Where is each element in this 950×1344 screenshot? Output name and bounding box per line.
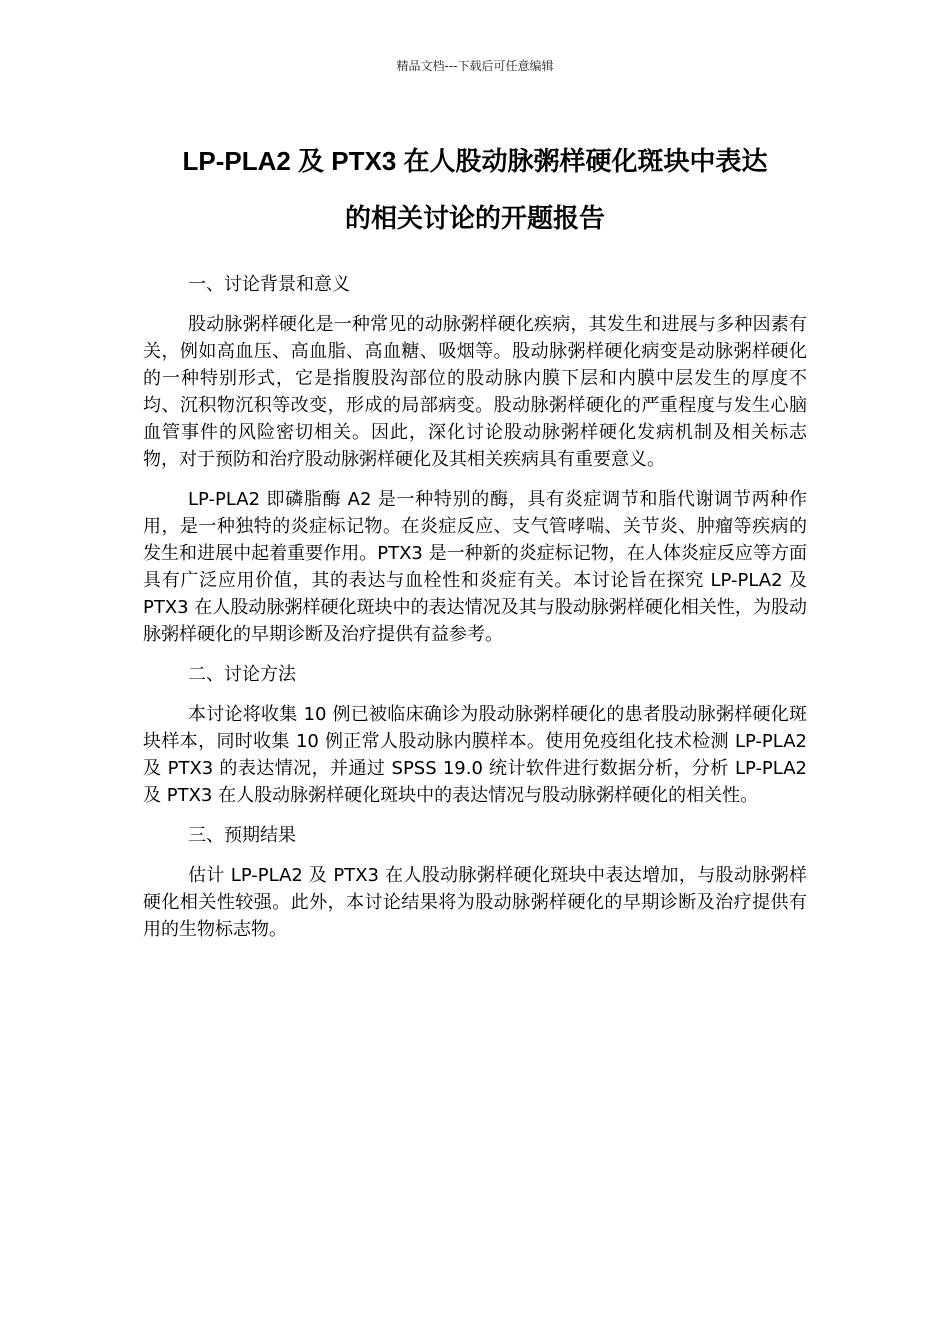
section-methods	[143, 661, 807, 809]
section-heading: 一、讨论背景和意义	[188, 274, 350, 295]
section-heading: 三、预期结果	[188, 825, 296, 846]
paragraph: 本讨论将收集 10 例已被临床确诊为股动脉粥样硬化的患者股动脉粥样硬化斑块样本，同时收集 10 例正常人股动脉内膜样本。使用免疫组化技术检测 LP-PLA2 及 PTX3 的表达情况，并通过 SPSS 19.0 统计软件进行数据分析，分析 LP-PLA2 及 PTX3 在人股动脉粥样硬化斑块中的表达情况与股动脉粥样硬化的相关性。	[143, 704, 807, 806]
section-heading: 二、讨论方法	[188, 664, 296, 685]
document-body	[143, 271, 807, 956]
paragraph: 股动脉粥样硬化是一种常见的动脉粥样硬化疾病，其发生和进展与多种因素有关，例如高血压、高血脂、高血糖、吸烟等。股动脉粥样硬化病变是动脉粥样硬化的一种特别形式，它是指腹股沟部位的股动脉内膜下层和内膜中层发生的厚度不均、沉积物沉积等改变，形成的局部病变。股动脉粥样硬化的严重程度与发生心脑血管事件的风险密切相关。因此，深化讨论股动脉粥样硬化发病机制及相关标志物，对于预防和治疗股动脉粥样硬化及其相关疾病具有重要意义。	[143, 314, 807, 470]
document-title	[143, 133, 807, 247]
title-line-1: LP-PLA2 及 PTX3 在人股动脉粥样硬化斑块中表达	[182, 146, 768, 176]
paragraph: 估计 LP-PLA2 及 PTX3 在人股动脉粥样硬化斑块中表达增加，与股动脉粥样硬化相关性较强。此外，本讨论结果将为股动脉粥样硬化的早期诊断及治疗提供有用的生物标志物。	[143, 865, 807, 940]
paragraph: LP-PLA2 即磷脂酶 A2 是一种特别的酶，具有炎症调节和脂代谢调节两种作用，是一种独特的炎症标记物。在炎症反应、支气管哮喘、关节炎、肿瘤等疾病的发生和进展中起着重要作用。PTX3 是一种新的炎症标记物，在人体炎症反应等方面具有广泛应用价值，其的表达与血栓性和炎症有关。本讨论旨在探究 LP-PLA2 及 PTX3 在人股动脉粥样硬化斑块中的表达情况及其与股动脉粥样硬化相关性，为股动脉粥样硬化的早期诊断及治疗提供有益参考。	[143, 489, 807, 645]
title-line-2: 的相关讨论的开题报告	[344, 203, 605, 233]
section-expected-results	[143, 822, 807, 943]
page-header-note: 精品文档---下载后可任意编辑	[396, 59, 554, 73]
section-background	[143, 271, 807, 648]
